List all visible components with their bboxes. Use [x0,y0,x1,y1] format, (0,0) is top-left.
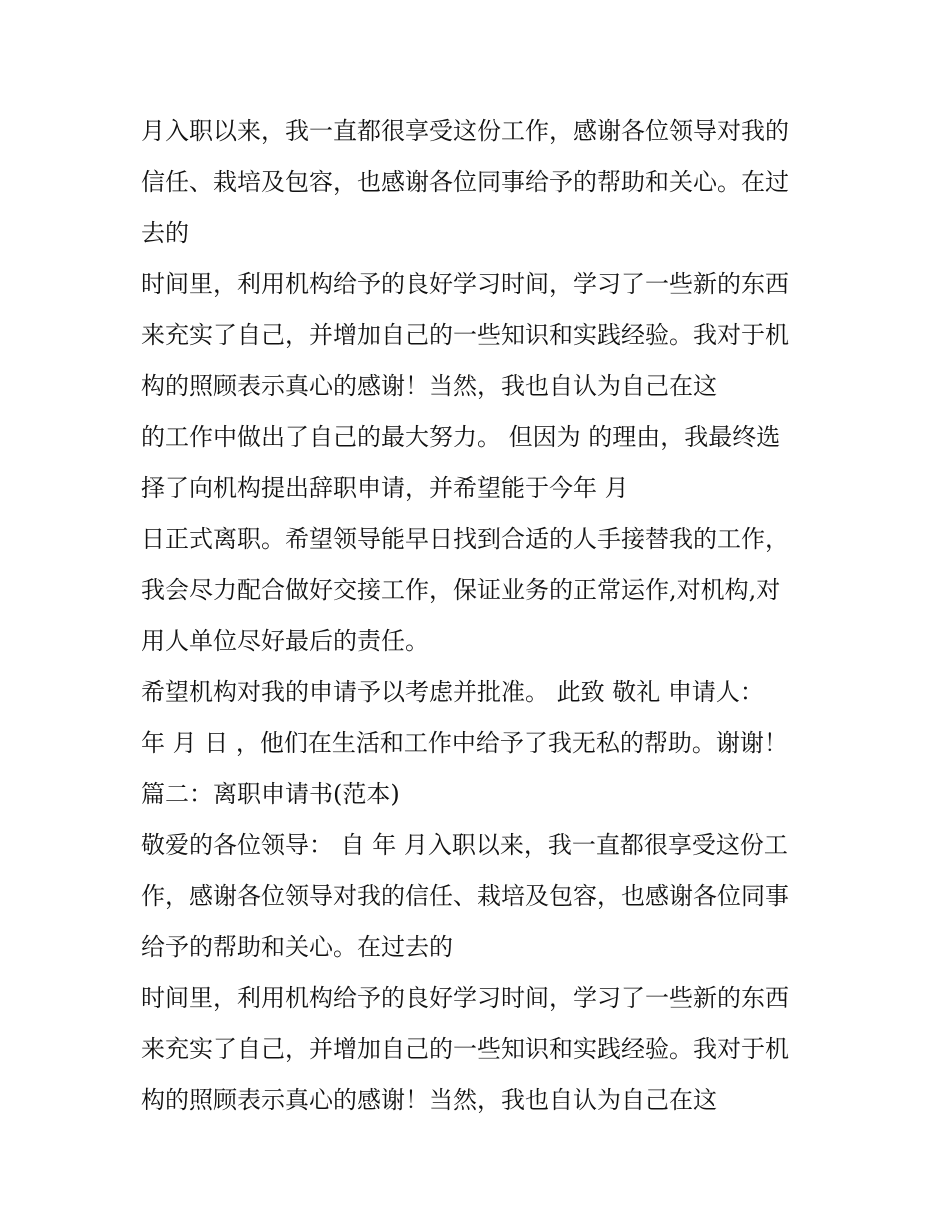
document-body [141,106,841,1126]
text-line: 的工作中做出了自己的最大努力。 但因为 的理由，我最终选 [141,423,781,451]
text-line: 来充实了自己，并增加自己的一些知识和实践经验。我对于机 [141,321,789,349]
text-line: 年 月 日 ，他们在生活和工作中给予了我无私的帮助。谢谢！ [141,729,788,757]
text-line: 日正式离职。希望领导能早日找到合适的人手接替我的工作， [141,525,789,553]
text-line: 给予的帮助和关心。在过去的 [141,933,453,961]
text-line: 来充实了自己，并增加自己的一些知识和实践经验。我对于机 [141,1035,789,1063]
text-line: 用人单位尽好最后的责任。 [141,627,429,655]
text-line: 去的 [141,219,189,247]
text-line: 构的照顾表示真心的感谢！当然，我也自认为自己在这 [141,1086,717,1114]
text-line: 时间里，利用机构给予的良好学习时间，学习了一些新的东西 [141,984,789,1012]
section-heading: 篇二：离职申请书(范本) [141,780,400,808]
text-line: 希望机构对我的申请予以考虑并批准。 此致 敬礼 申请人： [141,678,764,706]
text-line: 月入职以来，我一直都很享受这份工作，感谢各位领导对我的 [141,117,789,145]
text-line: 信任、栽培及包容，也感谢各位同事给予的帮助和关心。在过 [141,168,789,196]
text-line: 构的照顾表示真心的感谢！当然，我也自认为自己在这 [141,372,717,400]
text-line: 时间里，利用机构给予的良好学习时间，学习了一些新的东西 [141,270,789,298]
text-line: 我会尽力配合做好交接工作，保证业务的正常运作,对机构,对 [141,576,781,604]
text-line: 敬爱的各位领导： 自 年 月入职以来，我一直都很享受这份工 [141,831,788,859]
text-line: 作，感谢各位领导对我的信任、栽培及包容，也感谢各位同事 [141,882,789,910]
text-line: 择了向机构提出辞职申请，并希望能于今年 月 [141,474,629,502]
